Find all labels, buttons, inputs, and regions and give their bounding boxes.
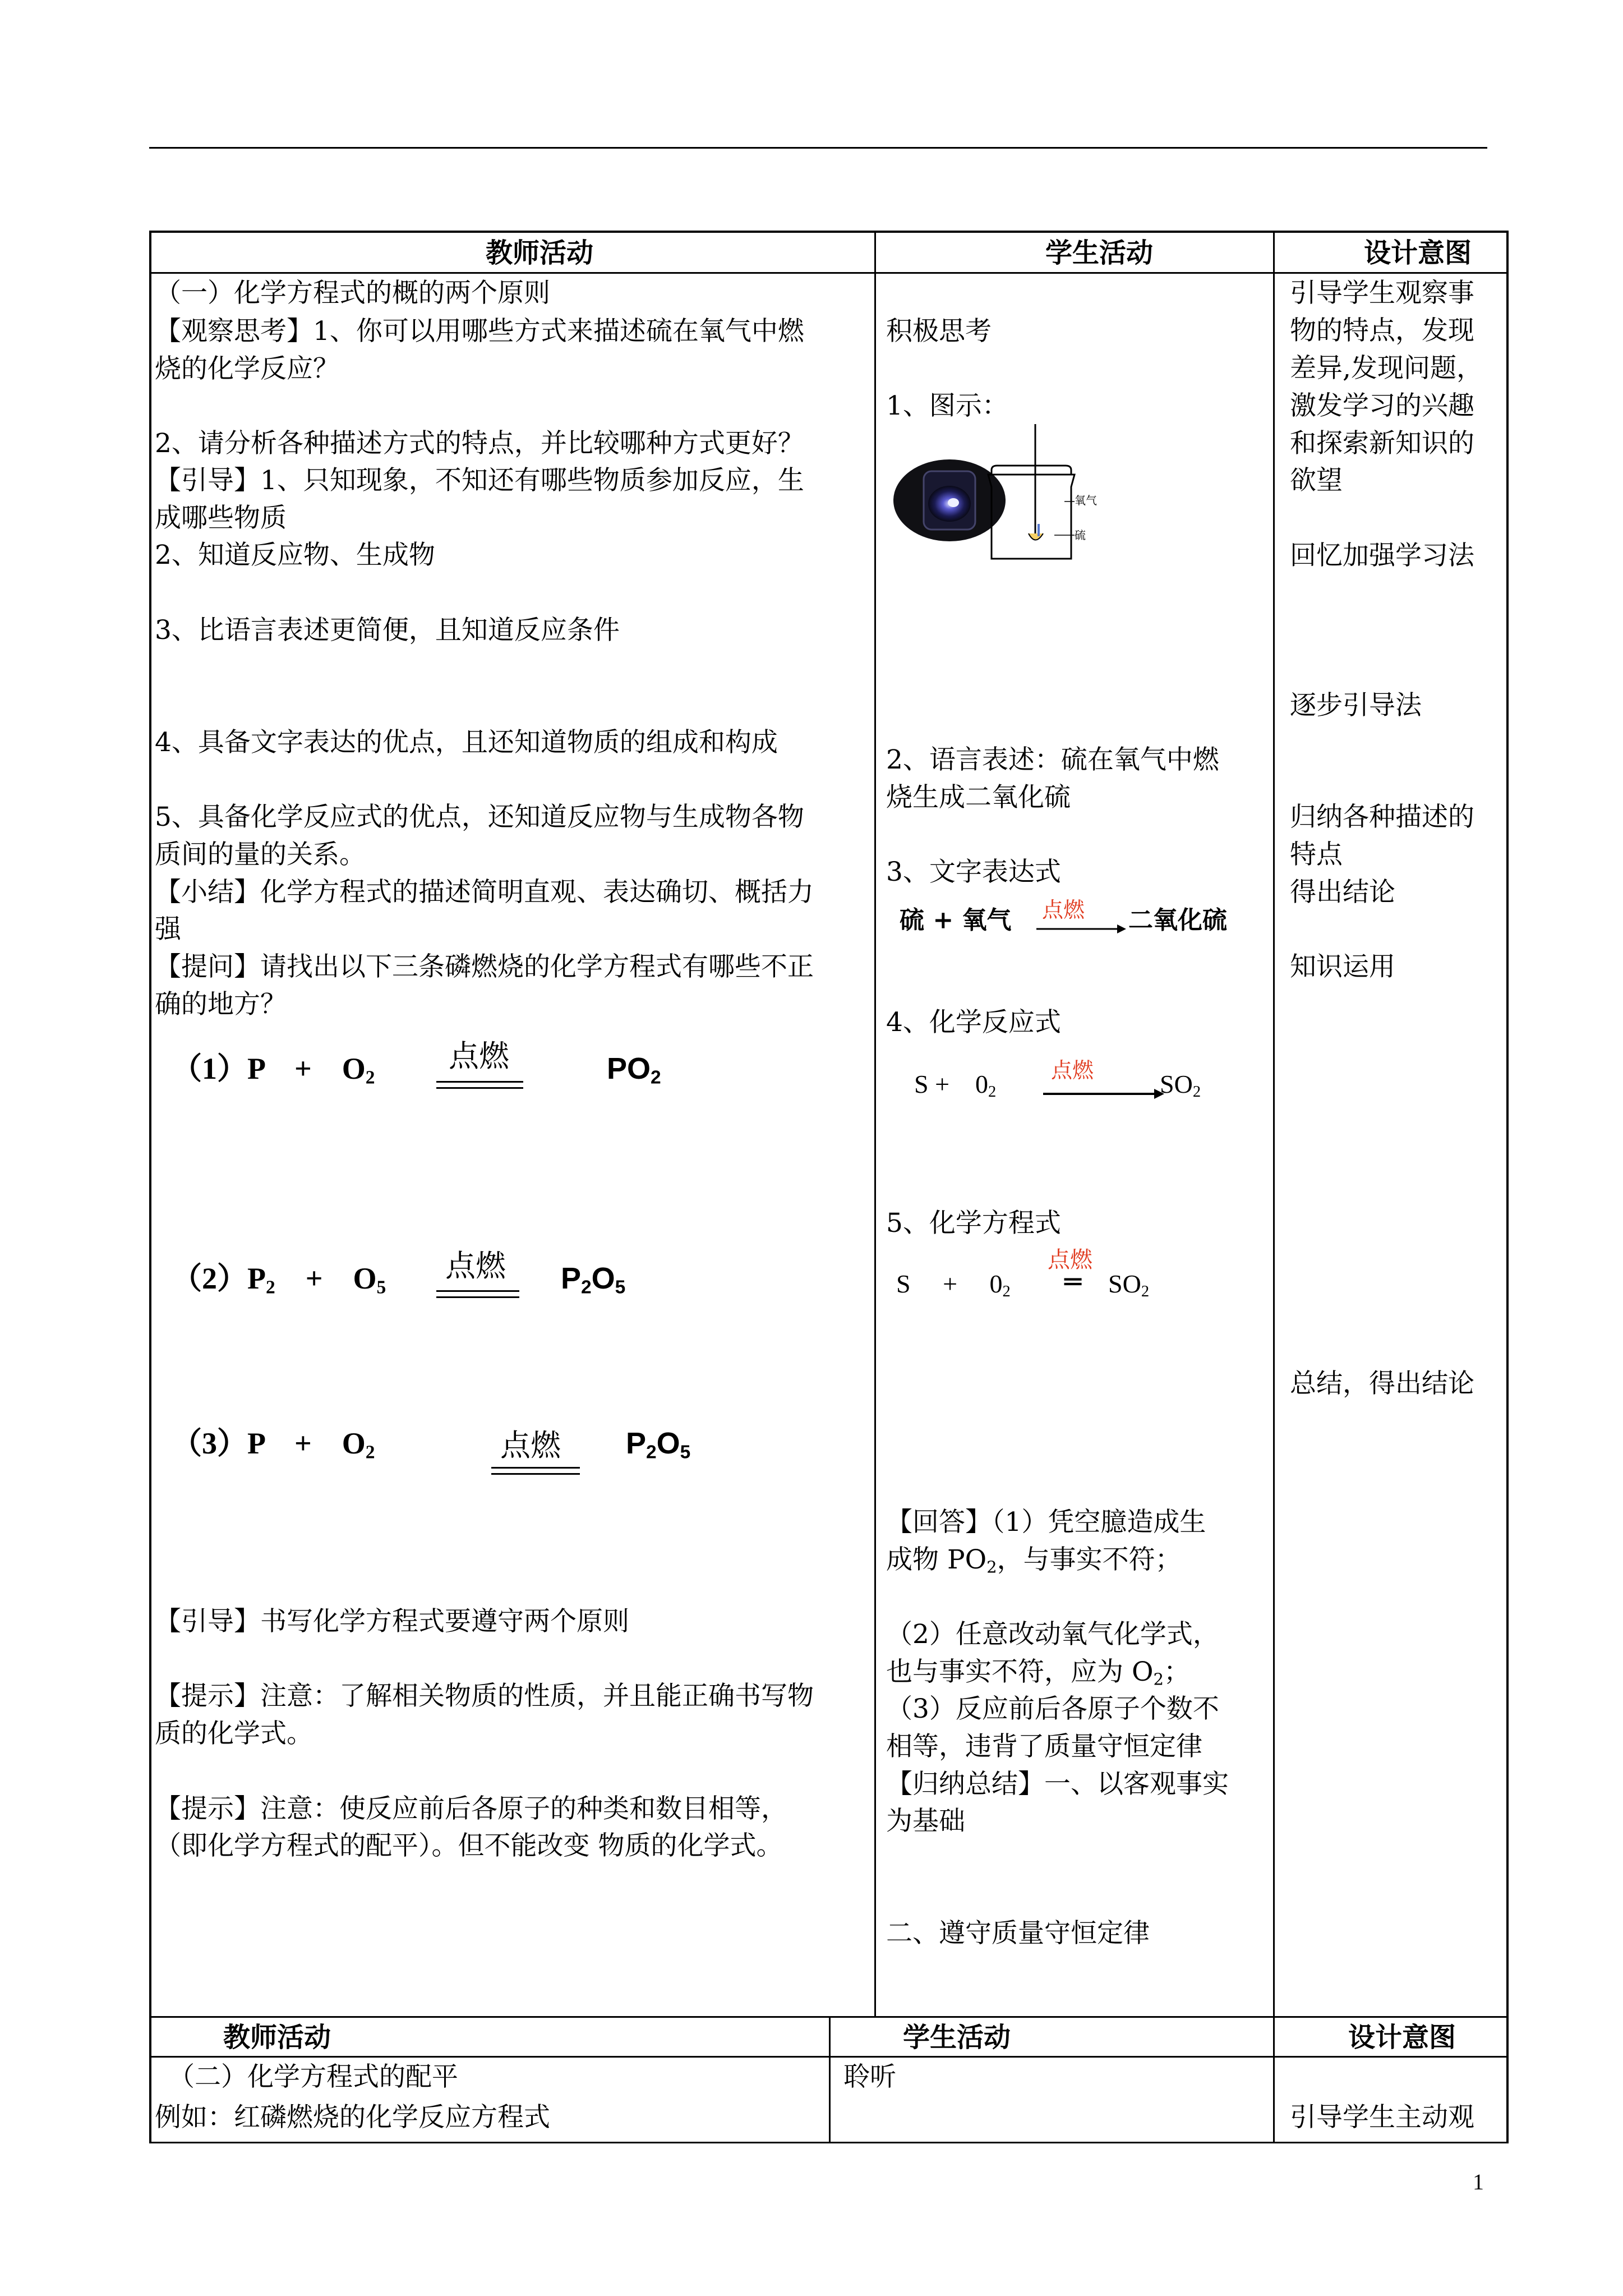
formula-condition: 点燃 [1051,1058,1094,1083]
subscript: 2 [266,1277,275,1298]
teacher-line: （二）化学方程式的配平 [168,2062,458,2092]
design-line: 得出结论 [1290,877,1395,908]
student-line: 4、化学反应式 [886,1007,1061,1038]
teacher-line: 强 [155,914,181,945]
subscript: 2 [1141,1283,1150,1301]
student-line: 3、文字表达式 [886,857,1061,887]
student-line: （2）任意改动氧气化学式， [886,1619,1219,1650]
equation-right: SO [1108,1269,1141,1298]
word-equation-condition: 点燃 [1042,898,1085,922]
teacher-line: （一）化学方程式的概的两个原则 [155,278,550,309]
equation-left: S + 0 [896,1269,1003,1298]
student-line: 烧生成二氧化硫 [886,782,1071,813]
design-line: 回忆加强学习法 [1290,540,1474,571]
teacher-line: （即化学方程式的配平）。但不能改变 物质的化学式。 [155,1830,783,1861]
student-line: 【回答】（1）凭空臆造成生 [886,1507,1206,1538]
jar-diagram [980,424,1098,564]
subscript: 5 [615,1277,626,1298]
subscript: 2 [1192,1083,1201,1101]
student-line: 2、语言表述：硫在氧气中燃 [886,744,1219,775]
teacher-line: 2、知道反应物、生成物 [155,540,435,570]
equation-product: O [656,1427,680,1460]
equation-product: O [591,1262,615,1295]
equation-product: P [561,1262,582,1295]
header-teacher: 教师活动 [486,237,594,269]
equation-condition: 点燃 [500,1428,561,1463]
design-line: 归纳各种描述的 [1290,802,1474,832]
word-equation-left: 硫 + 氧气 [900,906,1012,935]
equation-condition: 点燃 [1048,1247,1092,1273]
design-line: 引导学生主动观 [1290,2102,1474,2133]
student-line: 积极思考 [886,316,992,347]
design-line: 激发学习的兴趣 [1290,390,1474,421]
teacher-line: 4、具备文字表达的优点，且还知道物质的组成和构成 [155,727,778,758]
teacher-line: 【观察思考】1、你可以用哪些方式来描述硫在氧气中燃 [155,316,804,347]
teacher-line: 【小结】化学方程式的描述简明直观、表达确切、概括力 [155,877,814,908]
table2-header-design: 设计意图 [1348,2022,1456,2053]
subscript: 2 [651,1067,661,1088]
student-line: 二、遵守质量守恒定律 [886,1918,1150,1949]
student-line: 也与事实不符，应为 $O_2$； [886,1657,1191,1689]
design-line: 物的特点，发现 [1290,315,1474,346]
word-equation-right: 二氧化硫 [1128,906,1227,935]
teacher-line: 确的地方？ [155,989,287,1020]
student-line: 为基础 [886,1806,965,1837]
subscript: 2 [646,1442,657,1463]
subscript: 2 [365,1067,375,1088]
header-rule [149,147,1487,149]
teacher-line: 【提示】注意：了解相关物质的性质，并且能正确书写物 [155,1681,814,1711]
design-line: 总结，得出结论 [1290,1368,1474,1399]
subscript: 2 [581,1277,592,1298]
student-line: 【归纳总结】一、以客观事实 [886,1769,1229,1800]
subscript: 2 [1002,1283,1011,1301]
teacher-line: 【提示】注意：使反应前后各原子的种类和数目相等， [155,1793,787,1824]
equation-label: （3）P + O [172,1427,366,1460]
student-line: 成物 $PO_2$，与事实不符； [886,1544,1182,1577]
teacher-line: 【引导】1、只知现象，不知还有哪些物质参加反应，生 [155,465,804,496]
reaction-arrow [1036,923,1126,935]
design-line: 差异,发现问题， [1290,353,1483,384]
design-line: 知识运用 [1290,951,1395,982]
formula-left: S + 0 [914,1070,989,1098]
page-number: 1 [1473,2169,1484,2194]
design-line: 逐步引导法 [1290,690,1422,721]
student-line: 相等，违背了质量守恒定律 [886,1731,1202,1762]
equation-label: + O [275,1262,377,1295]
teacher-line: 烧的化学反应？ [155,353,339,384]
figure-label-sulfur: 硫 [1075,528,1086,542]
figure-label-oxygen: 氧气 [1075,494,1097,507]
reaction-arrow [1043,1088,1164,1099]
teacher-line: 2、请分析各种描述方式的特点，并比较哪种方式更好？ [155,428,804,459]
table2-header-teacher: 教师活动 [223,2022,331,2053]
equation-product: P [626,1427,647,1460]
equation-condition: 点燃 [445,1248,506,1283]
subscript: 2 [988,1083,997,1101]
subscript: 5 [376,1277,386,1298]
formula-right: SO [1160,1070,1193,1098]
student-line: （3）反应前后各原子个数不 [886,1694,1219,1724]
teacher-line: 5、具备化学反应式的优点，还知道反应物与生成物各物 [155,802,804,832]
teacher-line: 质间的量的关系。 [155,839,366,870]
design-line: 和探索新知识的 [1290,428,1474,459]
teacher-line: 质的化学式。 [155,1718,313,1749]
teacher-line: 3、比语言表述更简便，且知道反应条件 [155,615,620,646]
teacher-line: 例如：红磷燃烧的化学反应方程式 [155,2102,550,2133]
teacher-line: 【引导】书写化学方程式要遵守两个原则 [155,1606,629,1637]
equation-product: PO [607,1052,651,1085]
design-line: 引导学生观察事 [1290,278,1474,309]
equals-sign: ═ [1064,1266,1082,1298]
equation-condition: 点燃 [449,1038,509,1074]
design-line: 特点 [1290,839,1343,870]
student-line: 1、图示： [886,390,1008,421]
subscript: 2 [365,1442,375,1463]
equation-label: （2）P [172,1262,266,1295]
header-student: 学生活动 [1045,237,1154,269]
teacher-line: 成哪些物质 [155,503,287,533]
design-line: 欲望 [1290,465,1343,496]
student-line: 5、化学方程式 [886,1208,1061,1239]
student-line: 聆听 [843,2062,896,2092]
teacher-line: 【提问】请找出以下三条磷燃烧的化学方程式有哪些不正 [155,951,814,982]
table2-header-student: 学生活动 [903,2022,1011,2053]
header-design: 设计意图 [1364,237,1472,269]
subscript: 5 [680,1442,691,1463]
equation-label: （1）P + O [172,1052,366,1085]
